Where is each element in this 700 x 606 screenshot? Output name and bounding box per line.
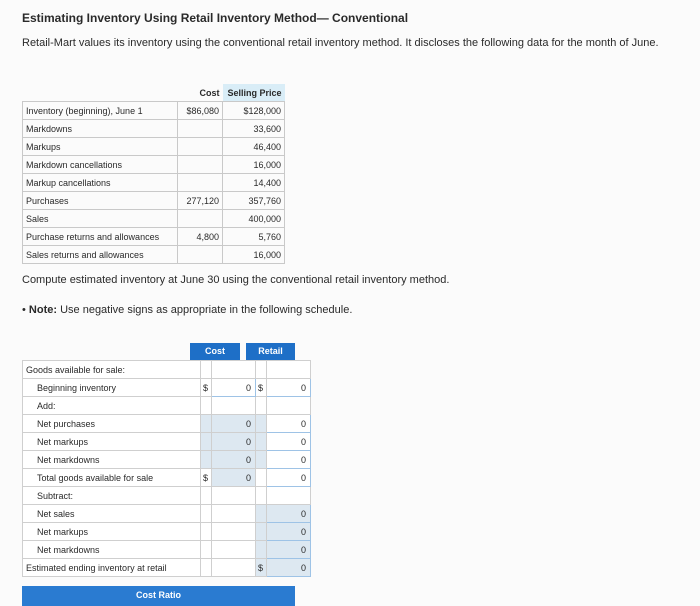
table-row — [23, 156, 285, 174]
schedule-label: Add: — [23, 397, 201, 415]
row-label: Markups — [23, 138, 178, 156]
row-label: Markdown cancellations — [23, 156, 178, 174]
cost-column-header: Cost — [199, 87, 220, 98]
table-row — [23, 120, 285, 138]
row-label: Inventory (beginning), June 1 — [23, 102, 178, 120]
row-label: Markup cancellations — [23, 174, 178, 192]
row-label: Purchase returns and allowances — [23, 228, 178, 246]
selling-price-value: 357,760 — [223, 192, 285, 210]
schedule-label: Beginning inventory — [23, 379, 201, 397]
cost-value — [178, 210, 223, 228]
table-row — [23, 469, 311, 487]
schedule-header — [22, 343, 295, 360]
ending-inventory-retail-input[interactable]: 0 — [267, 559, 311, 577]
schedule-label: Estimated ending inventory at retail — [23, 559, 201, 577]
cost-column-header: Cost — [190, 343, 240, 360]
note — [22, 304, 352, 316]
page-title: Estimating Inventory Using Retail Inventory Method— Conventional — [22, 11, 409, 25]
selling-price-value: 14,400 — [223, 174, 285, 192]
table-row — [23, 210, 285, 228]
table-row — [23, 415, 311, 433]
intro-text: Retail-Mart values its inventory using the conventional retail inventory method. It discloses the following data for the month of June. — [22, 37, 659, 49]
table-row — [23, 523, 311, 541]
cost-value — [178, 120, 223, 138]
dollar-sign: $ — [201, 379, 212, 397]
net-markdowns-retail-input[interactable]: 0 — [267, 451, 311, 469]
selling-price-value: 16,000 — [223, 246, 285, 264]
note-text: Use negative signs as appropriate in the following schedule. — [57, 304, 353, 316]
dollar-sign: $ — [201, 469, 212, 487]
selling-price-value: 46,400 — [223, 138, 285, 156]
row-label: Markdowns — [23, 120, 178, 138]
selling-price-value: $128,000 — [223, 102, 285, 120]
table-row — [23, 228, 285, 246]
table-row — [23, 174, 285, 192]
total-goods-cost-input[interactable]: 0 — [212, 469, 256, 487]
net-markups-retail-input[interactable]: 0 — [267, 433, 311, 451]
schedule-label: Net markdowns — [23, 541, 201, 559]
net-purchases-cost-input[interactable]: 0 — [212, 415, 256, 433]
row-label: Sales returns and allowances — [23, 246, 178, 264]
cost-value — [178, 246, 223, 264]
selling-price-column-header: Selling Price — [223, 84, 285, 102]
row-label: Purchases — [23, 192, 178, 210]
table-row — [23, 246, 285, 264]
net-sales-retail-input[interactable]: 0 — [267, 505, 311, 523]
schedule-table — [22, 360, 311, 577]
schedule-label: Net markdowns — [23, 451, 201, 469]
table-row — [23, 361, 311, 379]
selling-price-value: 16,000 — [223, 156, 285, 174]
schedule-label: Goods available for sale: — [23, 361, 201, 379]
cost-value: 4,800 — [178, 228, 223, 246]
schedule-label: Net sales — [23, 505, 201, 523]
subtract-net-markups-retail-input[interactable]: 0 — [267, 523, 311, 541]
dollar-sign: $ — [256, 559, 267, 577]
question-prompt: Compute estimated inventory at June 30 using the conventional retail inventory method. — [22, 274, 450, 286]
bullet-icon: • — [22, 304, 26, 316]
retail-column-header: Retail — [246, 343, 295, 360]
cost-value: 277,120 — [178, 192, 223, 210]
cost-value: $86,080 — [178, 102, 223, 120]
table-row — [23, 192, 285, 210]
selling-price-value: 5,760 — [223, 228, 285, 246]
table-row — [23, 487, 311, 505]
beginning-inventory-retail-input[interactable]: 0 — [267, 379, 311, 397]
schedule-label: Net markups — [23, 523, 201, 541]
cost-value — [178, 156, 223, 174]
table-row — [23, 138, 285, 156]
table-row — [23, 102, 285, 120]
table-row — [23, 505, 311, 523]
selling-price-value: 400,000 — [223, 210, 285, 228]
table-row — [23, 379, 311, 397]
dollar-sign: $ — [256, 379, 267, 397]
note-label: Note: — [28, 304, 58, 316]
table-row — [23, 433, 311, 451]
selling-price-value: 33,600 — [223, 120, 285, 138]
net-purchases-retail-input[interactable]: 0 — [267, 415, 311, 433]
schedule-label: Subtract: — [23, 487, 201, 505]
data-table-header-row — [23, 84, 285, 102]
row-label: Sales — [23, 210, 178, 228]
total-goods-retail-input[interactable]: 0 — [267, 469, 311, 487]
net-markups-cost-input[interactable]: 0 — [212, 433, 256, 451]
subtract-net-markdowns-retail-input[interactable]: 0 — [267, 541, 311, 559]
table-row — [23, 397, 311, 415]
schedule-label: Net markups — [23, 433, 201, 451]
cost-value — [178, 174, 223, 192]
cost-value — [178, 138, 223, 156]
table-row — [23, 559, 311, 577]
data-table — [22, 84, 285, 264]
schedule-label: Net purchases — [23, 415, 201, 433]
cost-ratio-header — [22, 586, 295, 606]
schedule-label: Total goods available for sale — [23, 469, 201, 487]
table-row — [23, 541, 311, 559]
beginning-inventory-cost-input[interactable]: 0 — [212, 379, 256, 397]
cost-ratio-label: Cost Ratio — [22, 586, 295, 606]
table-row — [23, 451, 311, 469]
net-markdowns-cost-input[interactable]: 0 — [212, 451, 256, 469]
